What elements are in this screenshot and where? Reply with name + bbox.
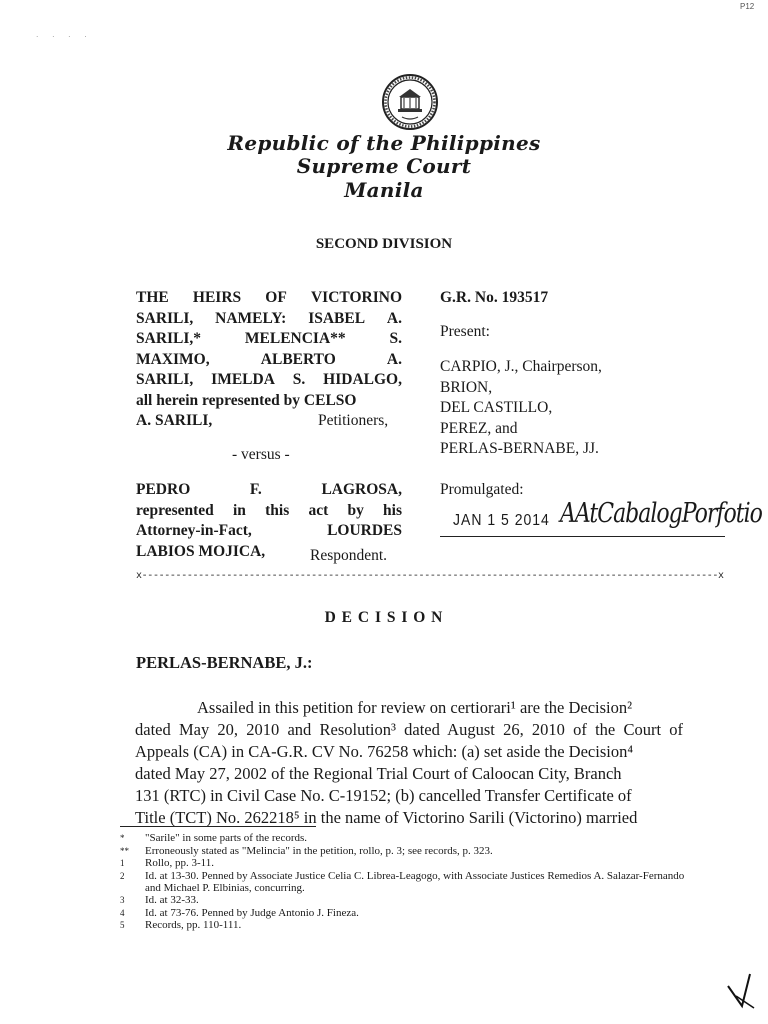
- petitioners-block: [136, 288, 402, 432]
- caption-divider: x------------------------------------------------------------------------------------------------------x: [136, 571, 724, 582]
- petitioners-line: THE HEIRS OF VICTORINO: [136, 289, 402, 306]
- footnote-rule: [120, 826, 316, 827]
- versus-label: - versus -: [232, 446, 290, 463]
- body-line: Title (TCT) No. 262218⁵ in the name of Victorino Sarili (Victorino) married: [135, 808, 638, 827]
- footnote: 1 Rollo, pp. 3-11.: [120, 857, 214, 869]
- scan-specks: · · · ·: [36, 33, 93, 41]
- footnote: * "Sarile" in some parts of the records.: [120, 832, 308, 844]
- footnote: 5 Records, pp. 110-111.: [120, 919, 242, 931]
- ponente: PERLAS-BERNABE, J.:: [136, 653, 313, 672]
- body-paragraph: [135, 697, 683, 829]
- body-line: Appeals (CA) in CA-G.R. CV No. 76258 which: (a) set aside the Decision⁴: [135, 742, 634, 761]
- footnotes: [120, 832, 695, 932]
- header-supreme-court: Supreme Court: [296, 154, 472, 178]
- respondent-line: Attorney-in-Fact, LOURDES: [136, 522, 402, 539]
- footnote: 2 Id. at 13-30. Penned by Associate Justice Celia C. Librea-Leagogo, with Associate Justices Remedios A. Salazar-Fernando and Michael P. Elbinias, concurring.: [120, 869, 685, 894]
- gr-number: G.R. No. 193517: [440, 289, 549, 306]
- petitioners-line: MAXIMO, ALBERTO A.: [136, 350, 402, 368]
- footnote: 4 Id. at 73-76. Penned by Judge Antonio J. Fineza.: [120, 906, 359, 919]
- respondent-label: Respondent.: [310, 547, 388, 564]
- justices-list: [440, 357, 740, 460]
- body-line: Assailed in this petition for review on certiorari¹ are the Decision²: [197, 698, 633, 717]
- justice-line: DEL CASTILLO,: [440, 399, 553, 416]
- petitioners-line: A. SARILI,: [136, 412, 213, 429]
- petitioners-label: Petitioners,: [318, 412, 389, 429]
- petitioners-line: SARILI,* MELENCIA** S.: [136, 330, 402, 347]
- initials-mark: [722, 968, 758, 1012]
- promulgated-label: Promulgated:: [440, 481, 524, 498]
- decision-title: D E C I S I O N: [324, 609, 444, 626]
- respondent-line: LABIOS MOJICA,: [136, 542, 266, 560]
- division-title: SECOND DIVISION: [315, 236, 453, 252]
- promulgation-underline: [440, 536, 725, 537]
- footnote: 3 Id. at 32-33.: [120, 894, 199, 906]
- justice-line: PEREZ, and: [440, 419, 518, 437]
- footnote: ** Erroneously stated as "Melincia" in the petition, rollo, p. 3; see records, p. 323.: [120, 844, 493, 857]
- respondent-line: PEDRO F. LAGROSA,: [136, 481, 402, 498]
- body-line: 131 (RTC) in Civil Case No. C-19152; (b) cancelled Transfer Certificate of: [135, 786, 632, 805]
- respondent-line: represented in this act by his: [136, 501, 402, 519]
- justice-line: CARPIO, J., Chairperson,: [440, 358, 602, 375]
- header-republic: Republic of the Philippines: [227, 131, 541, 155]
- clerk-signature: AAtCabalogPorfotio: [560, 498, 762, 530]
- body-line: dated May 27, 2002 of the Regional Trial Court of Caloocan City, Branch: [135, 764, 622, 783]
- page-mark: P12: [740, 2, 755, 11]
- petitioners-line: SARILI, NAMELY: ISABEL A.: [136, 309, 402, 327]
- header-manila: Manila: [344, 178, 424, 202]
- supreme-court-seal: [381, 73, 439, 131]
- justice-line: BRION,: [440, 378, 493, 396]
- petitioners-line: SARILI, IMELDA S. HIDALGO,: [136, 371, 402, 388]
- promulgated-date: JAN 1 5 2014: [453, 510, 550, 529]
- petitioners-line: all herein represented by CELSO: [136, 391, 357, 409]
- body-line: dated May 20, 2010 and Resolution³ dated August 26, 2010 of the Court of: [135, 720, 683, 739]
- justice-line: PERLAS-BERNABE, JJ.: [440, 440, 599, 457]
- present-label: Present:: [440, 323, 490, 340]
